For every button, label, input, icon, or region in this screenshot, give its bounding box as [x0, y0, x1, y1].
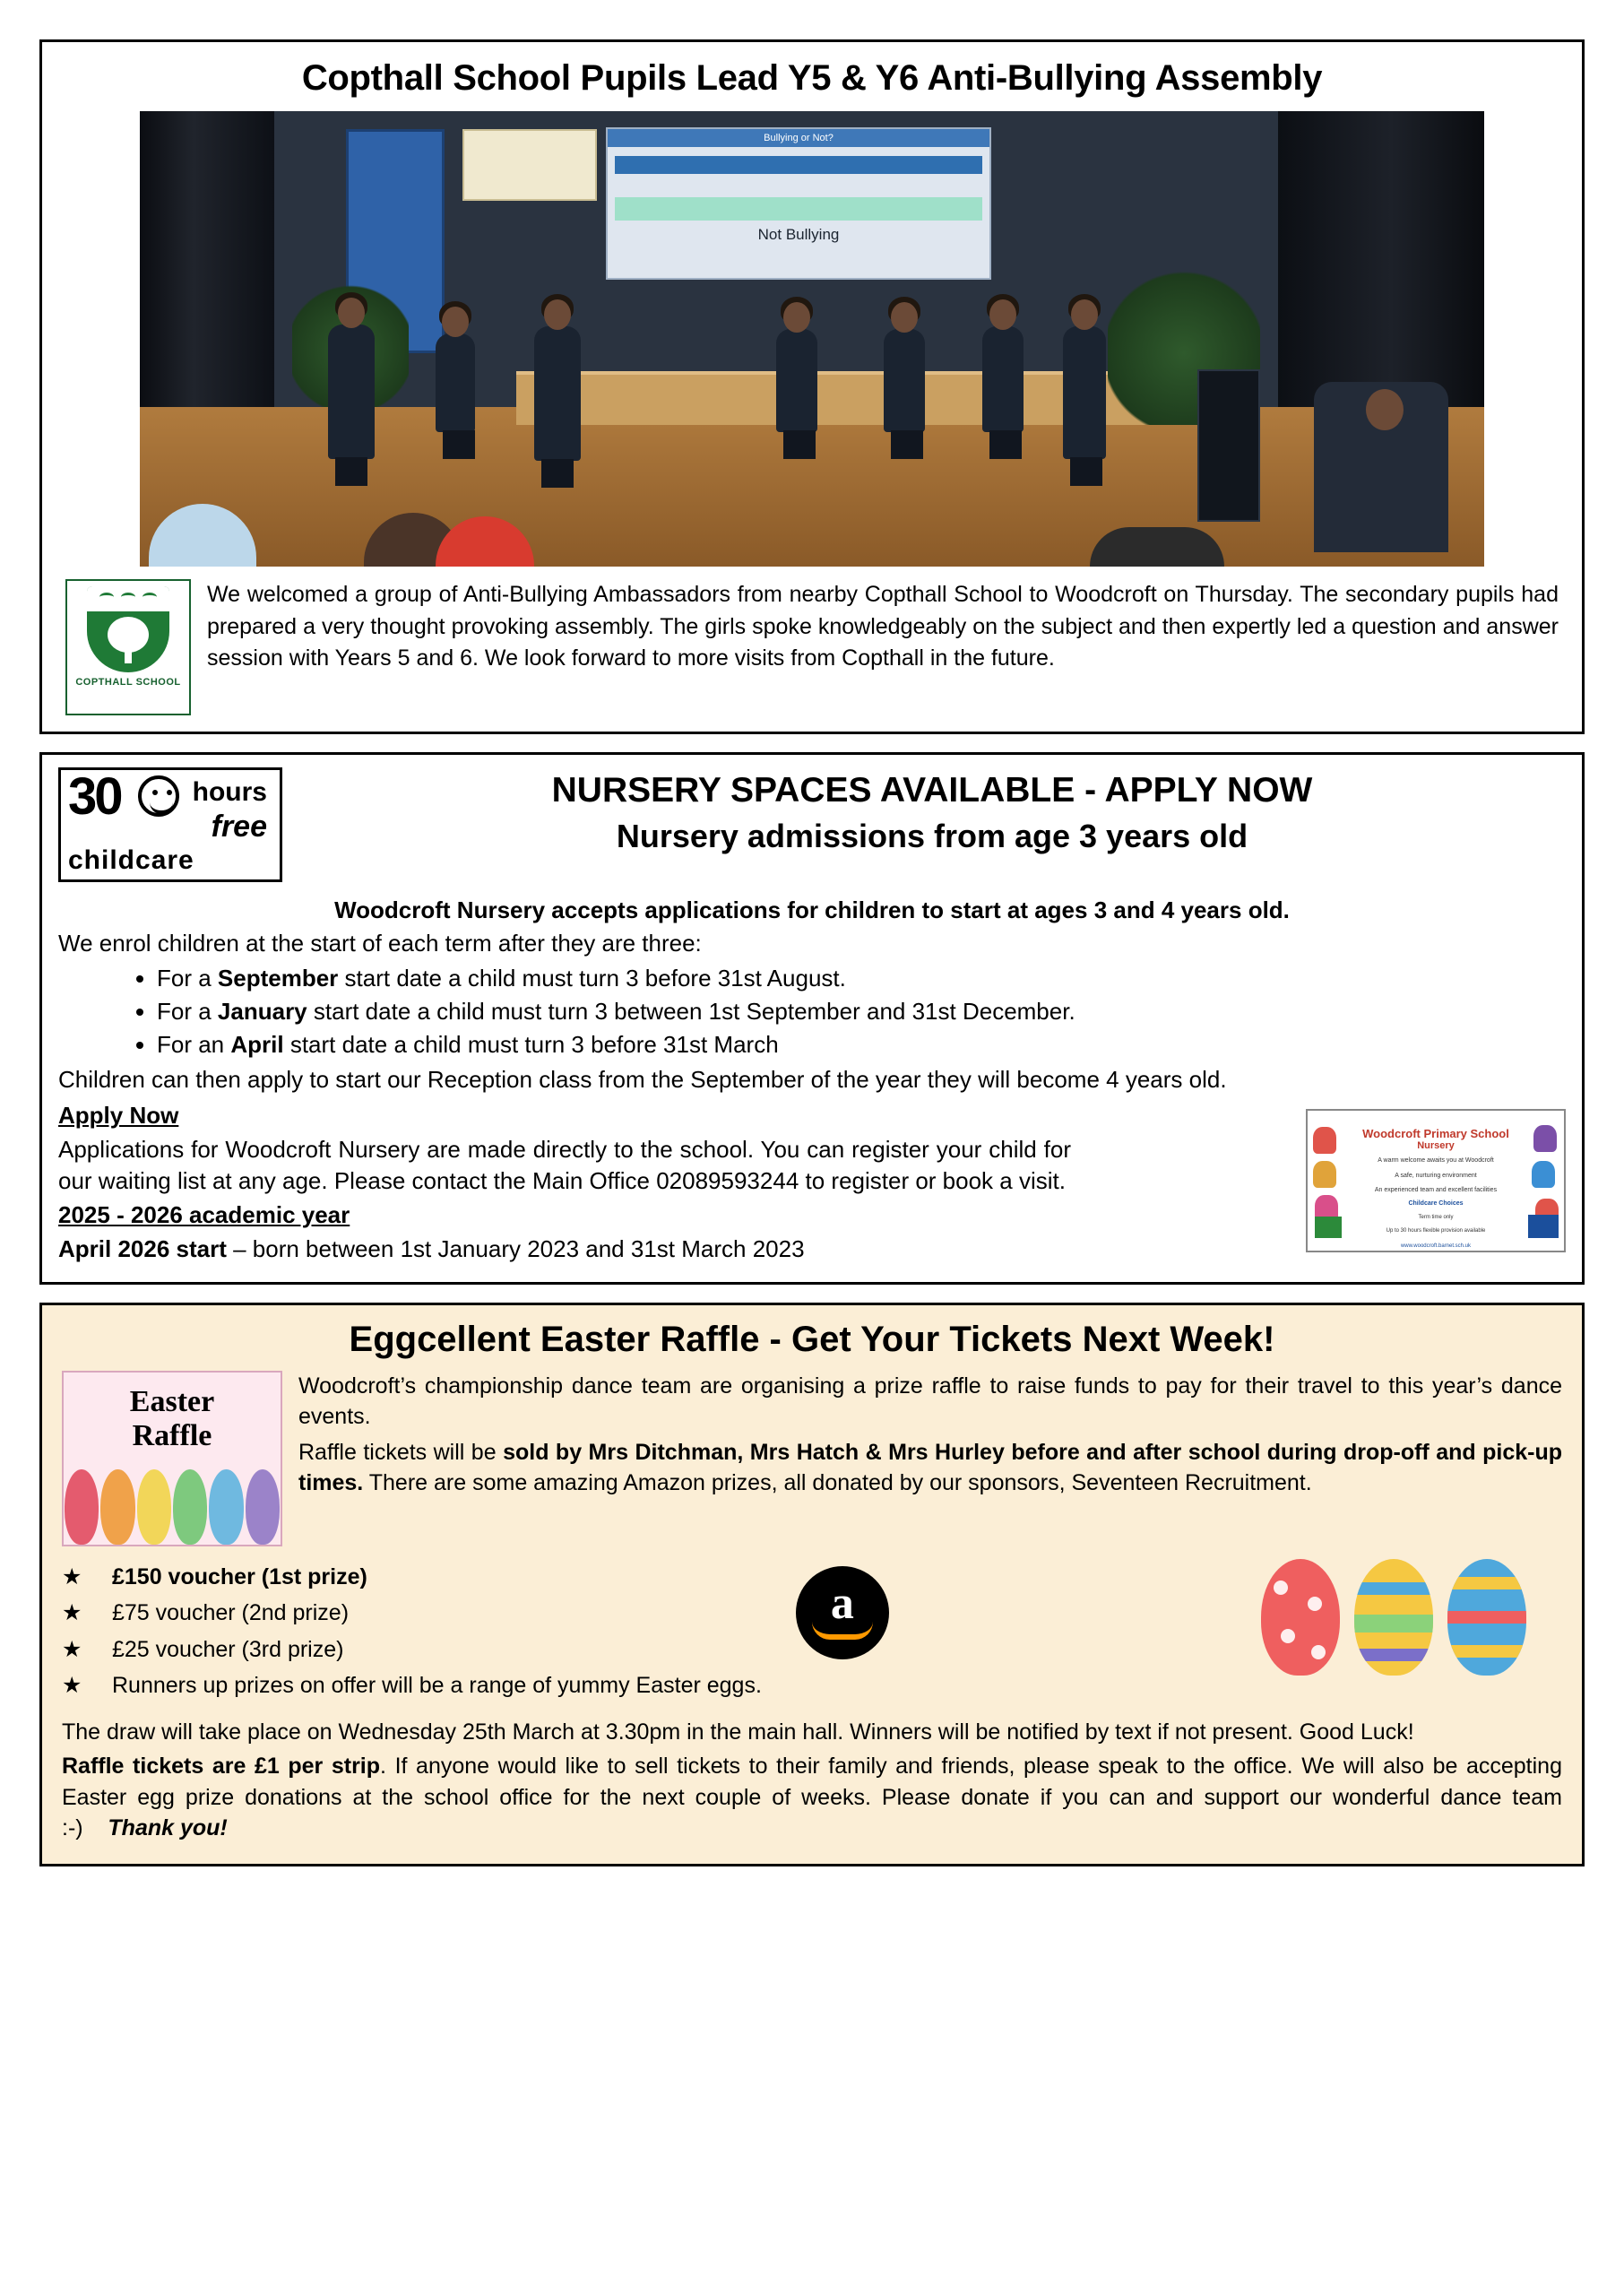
list-item: [62, 1632, 762, 1668]
bullet-pre: For an: [157, 1030, 231, 1058]
poster-line-2: A safe, nurturing environment: [1395, 1172, 1477, 1179]
photo-pupil-5: [884, 329, 925, 432]
copthall-logo-caption: COPTHALL SCHOOL: [75, 677, 181, 688]
smiley-face-icon: [138, 775, 179, 817]
photo-pupil-3: [534, 326, 581, 461]
easter-egg-blue-icon: [1447, 1559, 1526, 1676]
childcare-free-label: free: [211, 810, 267, 844]
april-start-bold: April 2026 start: [58, 1234, 227, 1262]
assembly-photo-wrapper: [62, 111, 1562, 567]
poster-brand: Childcare Choices: [1408, 1199, 1464, 1207]
easter-logo-eggs-icon: [64, 1469, 281, 1545]
academic-year-heading: 2025 - 2026 academic year: [58, 1200, 350, 1228]
poster-website: www.woodcroft.barnet.sch.uk: [1400, 1243, 1472, 1250]
childcare-word: childcare: [68, 845, 194, 875]
poster-term: Term time only: [1418, 1215, 1454, 1221]
raffle-tickets-paragraph: [298, 1437, 1562, 1498]
assembly-body: [62, 579, 1562, 715]
poster-logo-right-icon: [1528, 1215, 1559, 1238]
poster-subtitle: Nursery: [1417, 1140, 1455, 1152]
nursery-heading: NURSERY SPACES AVAILABLE - APPLY NOW: [551, 771, 1313, 810]
list-item: [62, 1559, 762, 1596]
nursery-headings: [298, 767, 1566, 855]
poster-line-3: An experienced team and excellent facilities: [1374, 1187, 1498, 1194]
copthall-school-logo: [65, 579, 191, 715]
bullet-post: start date a child must turn 3 between 1st September and 31st December.: [307, 997, 1075, 1025]
raffle-intro-text: [298, 1371, 1562, 1503]
photo-projection-screen: [606, 127, 991, 280]
photo-wall-poster: [462, 129, 597, 201]
list-item: [62, 1595, 762, 1632]
raffle-intro-paragraph: Woodcroft’s championship dance team are organising a prize raffle to raise funds to pay for their travel to this year’s dance events.: [298, 1373, 1562, 1429]
bullet-pre: For a: [157, 997, 218, 1025]
easter-logo-line-2: Raffle: [132, 1418, 212, 1452]
april-start-rest: – born between 1st January 2023 and 31st March 2023: [226, 1234, 805, 1262]
star-icon: ★: [62, 1636, 82, 1662]
photo-pupil-4: [776, 329, 817, 432]
copthall-shield-icon: [87, 586, 169, 672]
poster-line-1: A warm welcome awaits you at Woodcroft: [1378, 1157, 1494, 1165]
price-rest: . If anyone would like to sell tickets to their family and friends, please speak to the office. We will also be accepting Easter egg prize donations at the school office for the next couple of weeks. Please donate if you can and support our wonderful dance team :-): [62, 1754, 1562, 1841]
star-icon: ★: [62, 1673, 82, 1699]
nursery-header-row: [58, 767, 1566, 882]
prize-label: £150 voucher (1st prize): [112, 1563, 367, 1589]
thank-you-text: Thank you!: [108, 1815, 228, 1841]
photo-pupil-7: [1063, 326, 1106, 459]
raffle-prizes-row: [62, 1559, 1562, 1704]
apply-now-heading: Apply Now: [58, 1102, 179, 1130]
prize-label: Runners up prizes on offer will be a range of yummy Easter eggs.: [112, 1673, 762, 1699]
bullet-bold: April: [230, 1030, 284, 1058]
photo-pupil-1: [328, 325, 375, 459]
childcare-30-hours-logo: [58, 767, 282, 882]
star-icon: ★: [62, 1600, 82, 1626]
nursery-article: [39, 752, 1585, 1285]
nursery-apply-block: [58, 1100, 1566, 1264]
bullet-post: start date a child must turn 3 before 31st August.: [338, 964, 846, 992]
easter-logo-line-1: Easter: [129, 1384, 215, 1418]
tickets-bold: sold by Mrs Ditchman, Mrs Hatch & Mrs Hurley before and after school during drop-off and pick-up times.: [298, 1439, 1563, 1495]
bullet-bold: January: [217, 997, 307, 1025]
raffle-title: Eggcellent Easter Raffle - Get Your Tickets Next Week!: [349, 1319, 1275, 1359]
photo-pupil-6: [982, 326, 1024, 432]
prize-label: £25 voucher (3rd prize): [112, 1636, 344, 1662]
raffle-footer-text: [62, 1717, 1562, 1844]
poster-flexible: Up to 30 hours flexible provision available: [1386, 1228, 1486, 1234]
bullet-post: start date a child must turn 3 before 31st March: [283, 1030, 779, 1058]
list-item: [157, 995, 1566, 1028]
assembly-paragraph: We welcomed a group of Anti-Bullying Ambassadors from nearby Copthall School to Woodcroft on Thursday. The secondary pupils had prepared a very thought provoking assembly. The girls spoke knowledgeably on the subject and then expertly led a question and answer session with Years 5 and 6. We look forward to more visits from Copthall in the future.: [207, 582, 1559, 671]
nursery-bullet-list: [58, 962, 1566, 1061]
childcare-hours-label: hours: [192, 777, 267, 807]
raffle-intro-row: [62, 1371, 1562, 1546]
nursery-reception-line: Children can then apply to start our Reception class from the September of the year they will become 4 years old.: [58, 1065, 1227, 1093]
easter-raffle-logo: [62, 1371, 282, 1546]
raffle-price-paragraph: [62, 1751, 1562, 1844]
star-icon: ★: [62, 1563, 82, 1589]
price-bold: Raffle tickets are £1 per strip: [62, 1754, 381, 1780]
list-item: [157, 962, 1566, 995]
slide-bar-one: [615, 156, 982, 174]
photo-equipment-rack: [1197, 369, 1260, 522]
easter-egg-red-icon: [1261, 1559, 1340, 1676]
raffle-prize-list: [62, 1559, 762, 1704]
slide-label: Not Bullying: [757, 226, 840, 243]
easter-egg-yellow-icon: [1354, 1559, 1433, 1676]
nursery-lead-text: Woodcroft Nursery accepts applications for children to start at ages 3 and 4 years old.: [334, 896, 1290, 923]
apply-now-body: Applications for Woodcroft Nursery are made directly to the school. You can register your child for our waiting list at any age. Please contact the Main Office 02089593244 to register or book a visit.: [58, 1136, 1071, 1195]
poster-title: Woodcroft Primary School: [1362, 1127, 1509, 1141]
childcare-number: 30: [68, 767, 121, 826]
assembly-photo: [140, 111, 1484, 567]
amazon-smile-icon: [812, 1622, 873, 1640]
amazon-letter: a: [830, 1577, 854, 1629]
list-item: [62, 1667, 762, 1704]
photo-foreground-audience: [1090, 527, 1224, 567]
tickets-post: There are some amazing Amazon prizes, all donated by our sponsors, Seventeen Recruitment.: [363, 1469, 1312, 1495]
raffle-article: [39, 1303, 1585, 1866]
assembly-article: [39, 39, 1585, 734]
bullet-bold: September: [217, 964, 339, 992]
bullet-pre: For a: [157, 964, 218, 992]
nursery-poster-image: [1306, 1109, 1566, 1252]
nursery-enrol-line: We enrol children at the start of each term after they are three:: [58, 930, 702, 957]
amazon-logo-icon: [796, 1566, 889, 1659]
nursery-subheading: Nursery admissions from age 3 years old: [616, 818, 1248, 854]
easter-eggs-illustration: [1261, 1559, 1562, 1676]
photo-seated-adult: [1314, 382, 1448, 552]
tickets-pre: Raffle tickets will be: [298, 1439, 504, 1465]
raffle-draw-paragraph: The draw will take place on Wednesday 25th March at 3.30pm in the main hall. Winners will be notified by text if not present. Good Luck!: [62, 1719, 1414, 1745]
slide-title: Bullying or Not?: [608, 129, 989, 147]
prize-label: £75 voucher (2nd prize): [112, 1600, 350, 1626]
photo-pupil-2: [436, 333, 475, 432]
slide-bar-two: [615, 197, 982, 221]
poster-logo-left-icon: [1315, 1217, 1342, 1238]
list-item: [157, 1028, 1566, 1061]
assembly-title: Copthall School Pupils Lead Y5 & Y6 Anti-Bullying Assembly: [301, 58, 1323, 98]
